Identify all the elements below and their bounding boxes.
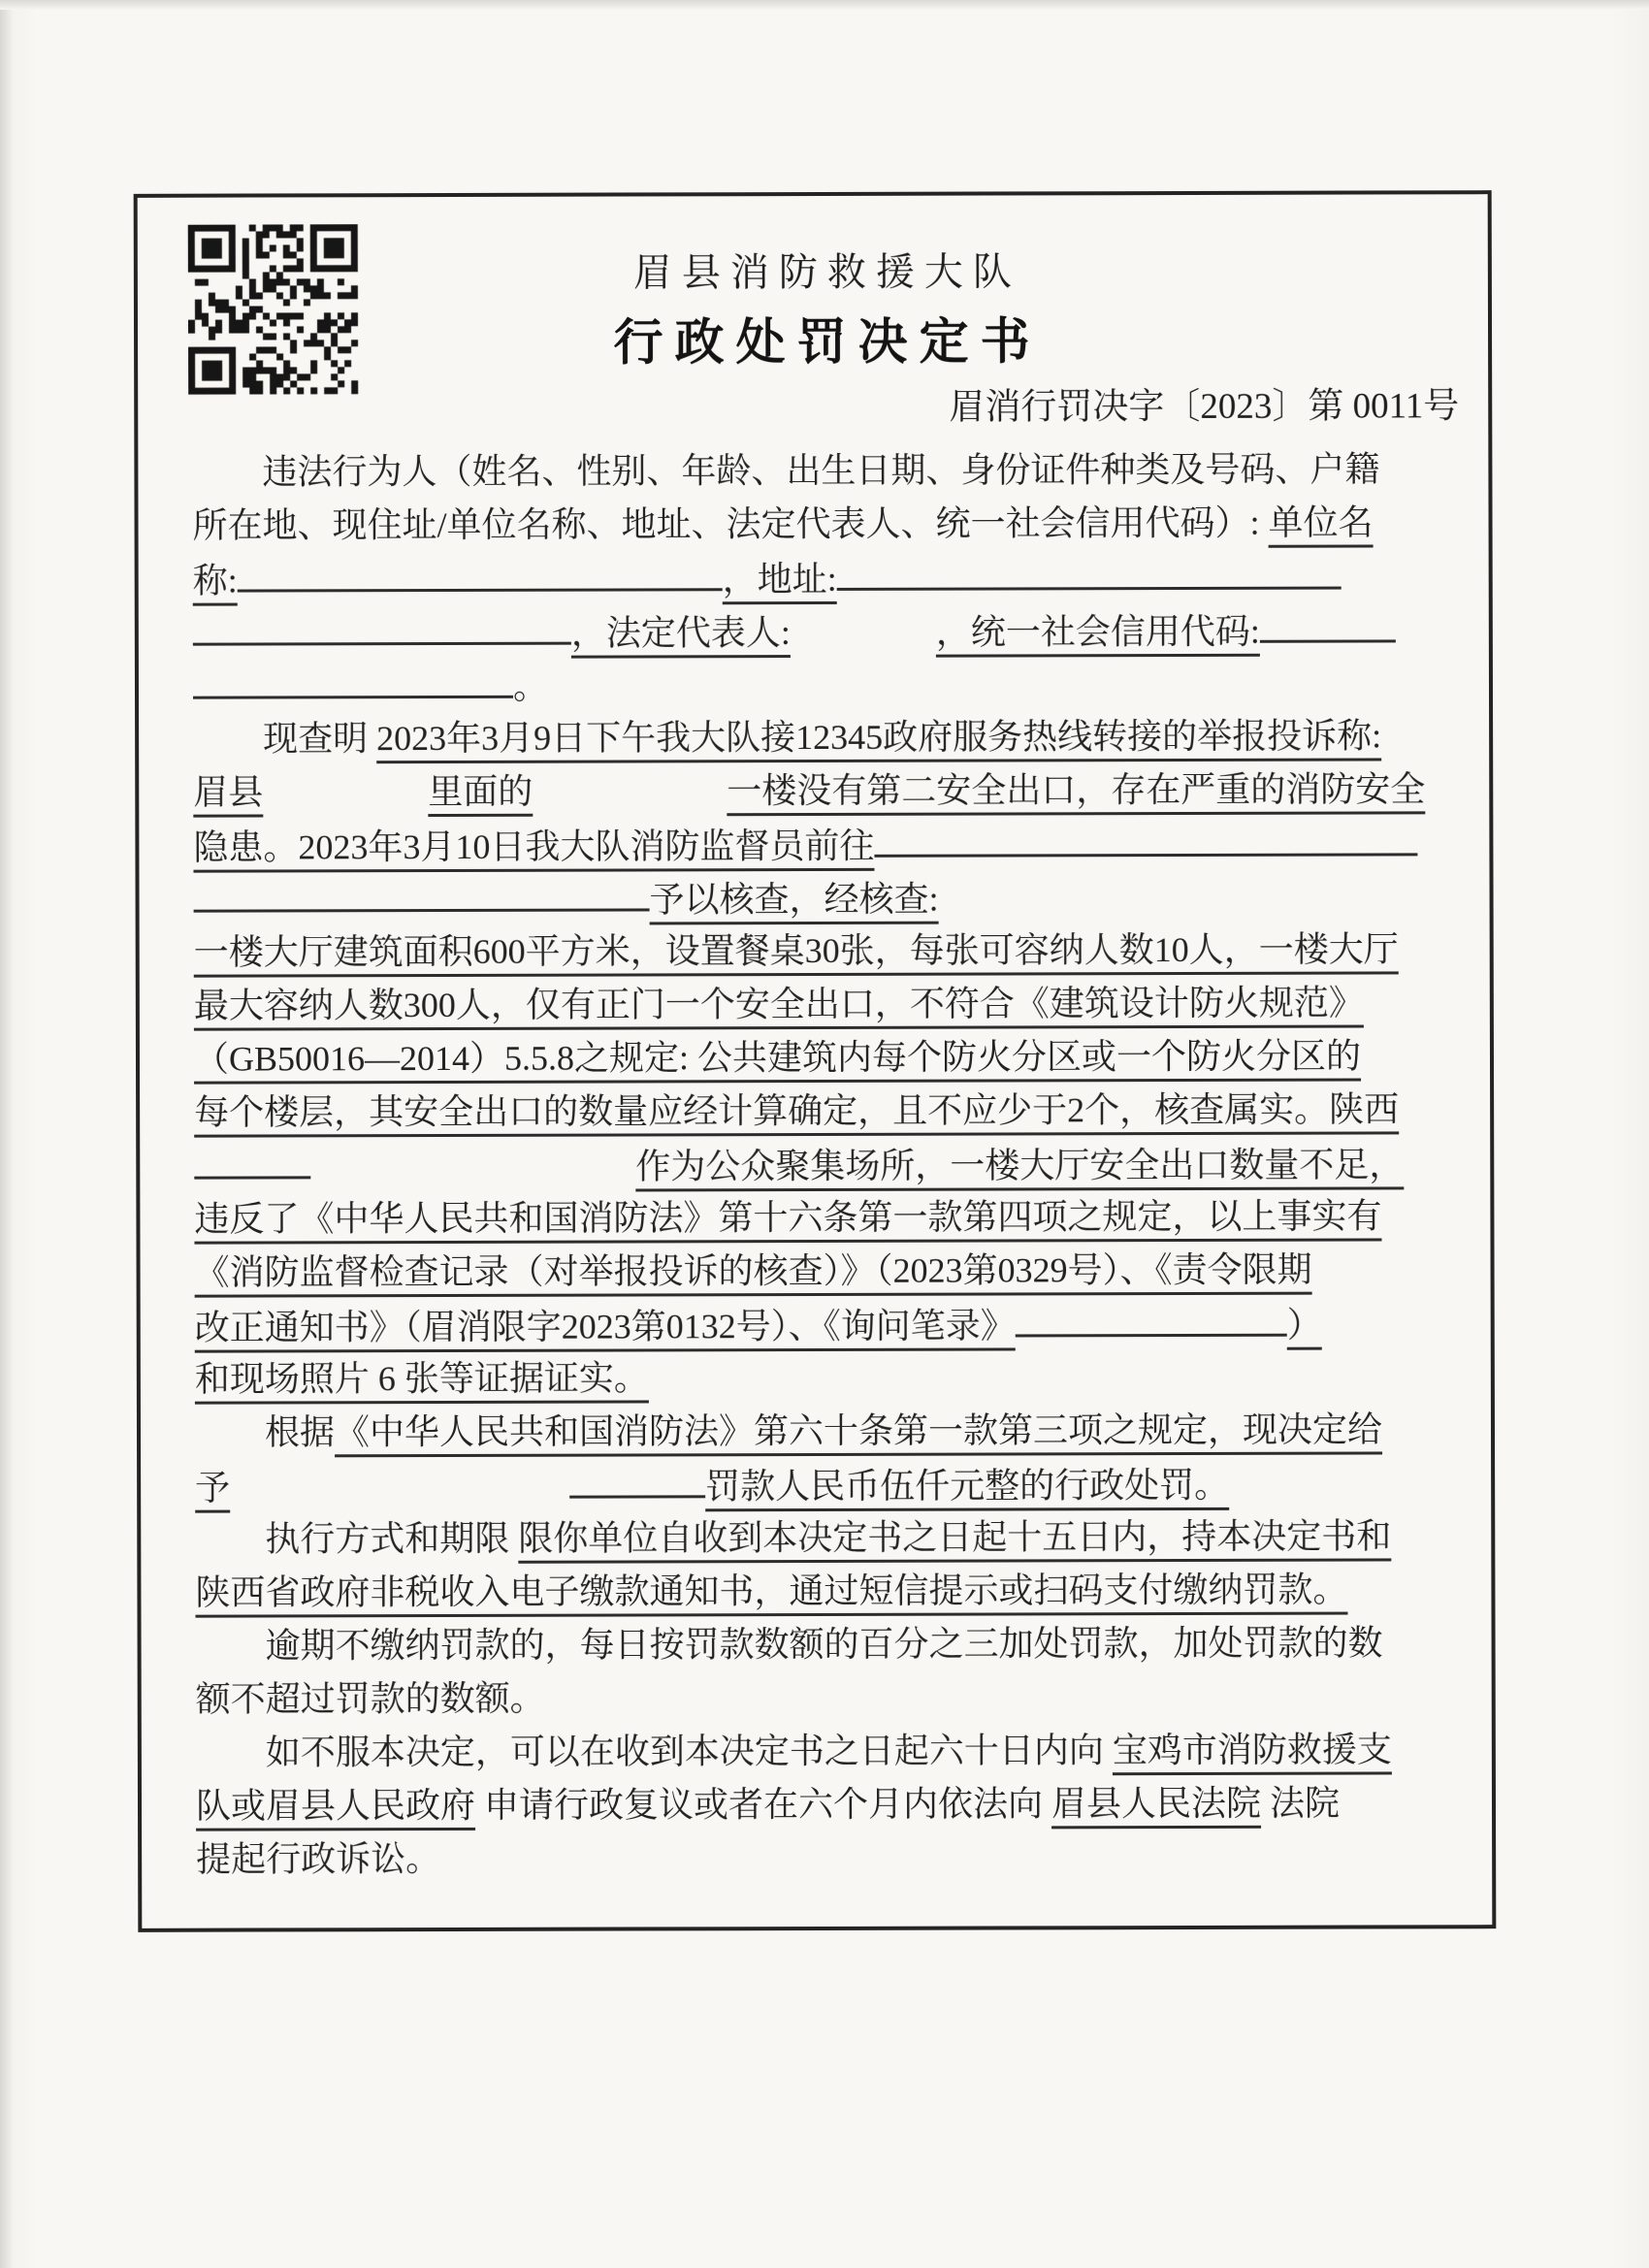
document-title: 行政处罚决定书	[613, 315, 1042, 372]
doc-line	[193, 869, 1464, 925]
text-run: 所在地、现住址/单位名称、地址、法定代表人、统一社会信用代码）:	[192, 502, 1269, 545]
document-content	[138, 194, 1493, 1887]
doc-line	[193, 816, 1464, 872]
document-body	[192, 442, 1467, 1886]
doc-line	[195, 1563, 1466, 1619]
doc-line	[195, 1296, 1466, 1352]
filled-field-text: 隐患。2023年3月10日我大队消防监督员前往	[193, 826, 874, 873]
doc-line	[196, 1669, 1467, 1726]
doc-line	[195, 1509, 1466, 1566]
doc-line	[192, 496, 1463, 552]
doc-line	[194, 1189, 1465, 1246]
redacted-gap	[196, 1620, 266, 1657]
text-run: 提起行政诉讼。	[196, 1839, 441, 1879]
doc-line	[196, 1830, 1467, 1886]
filled-field-text: 一楼没有第二安全出口，存在严重的消防安全	[727, 769, 1425, 816]
filled-field-text: ）	[1287, 1306, 1322, 1350]
redacted-gap	[195, 1513, 265, 1550]
blank-field	[837, 550, 1342, 591]
filled-field-text: 单位名	[1269, 502, 1374, 547]
filled-field-text: 作为公众聚集场所，一楼大厅安全出口数量不足，	[635, 1145, 1404, 1191]
filled-field-text: 称:	[193, 562, 238, 606]
doc-line	[194, 1083, 1465, 1139]
text-run: 根据	[264, 1412, 336, 1452]
filled-field-text: 《中华人民共和国消防法》第六十条第一款第三项之规定，现决定给	[335, 1409, 1382, 1457]
doc-line	[195, 1349, 1466, 1406]
filled-field-text: ，法定代表人:	[571, 613, 791, 659]
paragraph	[192, 442, 1464, 712]
redacted-gap	[196, 1727, 266, 1764]
filled-field-text: （GB50016—2014）5.5.8之规定: 公共建筑内每个防火分区或一个防火分区的	[194, 1037, 1361, 1085]
blank-field	[194, 1139, 310, 1179]
redacted-gap	[230, 1462, 569, 1500]
blank-field	[193, 605, 571, 646]
filled-field-text: 和现场照片 6 张等证据证实。	[195, 1358, 649, 1404]
filled-field-text: 陕西省政府非税收入电子缴款通知书，通过短信提示或扫码支付缴纳罚款。	[195, 1571, 1347, 1618]
filled-field-text: 予以核查，经核查:	[650, 880, 939, 925]
filled-field-text: 予	[195, 1469, 230, 1513]
text-run: 如不服本决定，可以在收到本决定书之日起六十日内向	[265, 1731, 1113, 1772]
redacted-gap	[533, 765, 727, 803]
document-number: 眉消行罚决字〔2023〕第 0011号	[949, 386, 1460, 428]
redacted-gap	[192, 446, 262, 483]
filled-field-text: 违反了《中华人民共和国消防法》第十六条第一款第四项之规定，以上事实有	[194, 1196, 1381, 1244]
doc-line	[194, 923, 1465, 979]
doc-line	[194, 1243, 1465, 1299]
text-run: 执行方式和期限	[265, 1518, 519, 1559]
agency-name: 眉县消防救援大队	[632, 249, 1021, 295]
doc-line	[195, 1403, 1466, 1459]
text-run: 法院	[1260, 1783, 1341, 1823]
filled-field-text: 里面的	[428, 772, 533, 817]
blank-field	[193, 871, 649, 912]
filled-field-text: 一楼大厅建筑面积600平方米，设置餐桌30张，每张可容纳人数10人，一楼大厅	[194, 929, 1399, 977]
blank-field	[238, 551, 723, 592]
filled-field-text: 眉县人民法院	[1051, 1784, 1261, 1830]
redacted-gap	[193, 713, 263, 750]
text-run: 违法行为人（姓名、性别、年龄、出生日期、身份证件种类及号码、户籍	[262, 449, 1380, 492]
redacted-gap	[195, 1407, 265, 1443]
paragraph	[196, 1723, 1467, 1886]
filled-field-text: 罚款人民币伍仟元整的行政处罚。	[705, 1466, 1229, 1511]
filled-field-text: 最大容纳人数300人，仅有正门一个安全出口，不符合《建筑设计防火规范》	[194, 984, 1364, 1031]
document-frame	[134, 190, 1497, 1932]
paragraph	[195, 1509, 1466, 1619]
redacted-gap	[791, 607, 936, 644]
filled-field-text: 眉县	[193, 772, 263, 817]
blank-field	[1016, 1297, 1287, 1338]
filled-field-text: 队或眉县人民政府	[196, 1786, 475, 1831]
text-run: 申请行政复议或者在六个月内依法向	[474, 1784, 1052, 1825]
filled-field-text: 宝鸡市消防救援支	[1113, 1730, 1392, 1775]
doc-line	[194, 1136, 1465, 1192]
paragraph	[193, 709, 1466, 1406]
doc-line	[192, 442, 1463, 499]
filled-field-text: ，统一社会信用代码:	[936, 612, 1260, 658]
doc-line	[193, 549, 1464, 605]
doc-line	[196, 1723, 1467, 1779]
filled-field-text: 2023年3月9日下午我大队接12345政府服务热线转接的举报投诉称:	[376, 716, 1381, 763]
doc-line	[193, 602, 1464, 659]
blank-field	[193, 659, 513, 699]
paragraph	[196, 1616, 1467, 1726]
redacted-gap	[310, 1141, 635, 1179]
filled-field-text: 《消防监督检查记录（对举报投诉的核查）》（2023第0329号）、《责令限期	[195, 1250, 1312, 1298]
redacted-gap	[263, 766, 428, 803]
filled-field-text: 改正通知书》（眉消限字2023第0132号）、《询问笔录》	[195, 1306, 1016, 1352]
blank-field	[569, 1458, 705, 1498]
blank-field	[874, 816, 1417, 857]
filled-field-text: 每个楼层，其安全出口的数量应经计算确定，且不应少于2个，核查属实。陕西	[194, 1089, 1399, 1137]
filled-field-text: ，地址:	[723, 560, 837, 604]
scan-edge-shadow	[0, 0, 1649, 10]
doc-line	[193, 656, 1464, 712]
doc-line	[193, 709, 1464, 765]
filled-field-text: 限你单位自收到本决定书之日起十五日内，持本决定书和	[518, 1516, 1391, 1563]
text-run: 额不超过罚款的数额。	[195, 1678, 545, 1719]
doc-line	[193, 762, 1464, 819]
text-run: 逾期不缴纳罚款的，每日按罚款数额的百分之三加处罚款，加处罚款的数	[265, 1623, 1383, 1666]
doc-line	[196, 1616, 1467, 1672]
text-run: 。	[512, 666, 549, 706]
blank-field	[1260, 602, 1396, 642]
text-run: 现查明	[263, 719, 377, 759]
doc-line	[196, 1776, 1467, 1832]
paragraph	[195, 1403, 1466, 1512]
doc-line	[194, 1029, 1465, 1085]
doc-line	[194, 976, 1465, 1032]
doc-line	[195, 1456, 1466, 1512]
